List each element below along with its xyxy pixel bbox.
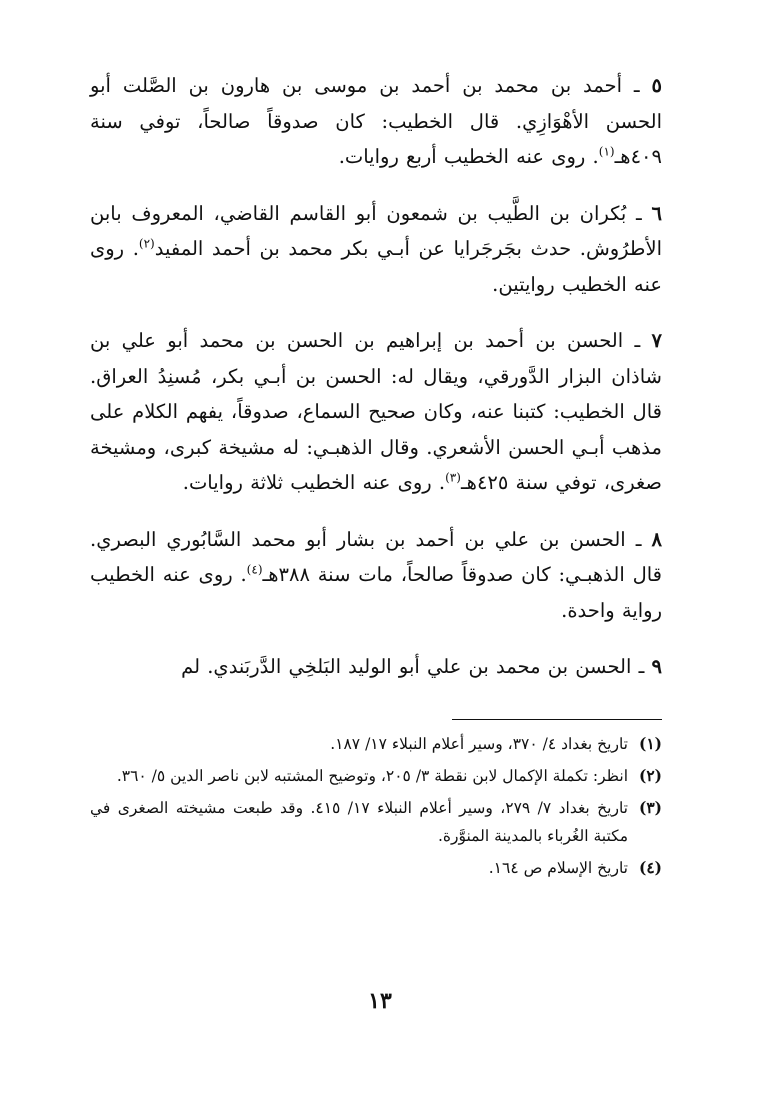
biography-entries xyxy=(90,68,662,685)
entry-text-continued: . روى عنه الخطيب أربع روايات. xyxy=(338,145,599,168)
footnote-number: (٤) xyxy=(638,857,662,877)
footnote-number: (١) xyxy=(638,733,662,753)
footnote-2 xyxy=(90,762,662,790)
footnote-number: (٢) xyxy=(638,765,662,785)
footnote-text: تاريخ بغداد ٧/ ٢٧٩، وسير أعلام النبلاء ١٧/ ٤١٥. وقد طبعت مشيخته الصغرى في مكتبة الغُرباء بالمدينة المنوَّرة. xyxy=(90,798,628,845)
footnote-3 xyxy=(90,794,662,850)
footnote-reference: (١) xyxy=(598,144,615,159)
biography-entry-9 xyxy=(90,649,662,685)
entry-number: ٧ xyxy=(651,329,662,352)
entry-number: ٨ xyxy=(651,527,662,551)
entry-text-continued: . روى عنه الخطيب روايتين. xyxy=(90,237,662,296)
entry-text: ـ الحسن بن علي بن أحمد بن بشار أبو محمد السَّابُوري البصري. قال الذهبـي: كان صدوقاً صالحاً، مات سنة ٣٨٨هـ xyxy=(90,527,662,586)
footnote-text: انظر: تكملة الإكمال لابن نقطة ٣/ ٢٠٥، وتوضيح المشتبه لابن ناصر الدين ٥/ ٣٦٠. xyxy=(116,766,628,785)
biography-entry-7 xyxy=(90,323,662,501)
entry-number: ٥ xyxy=(651,74,662,97)
entry-text: ـ الحسن بن محمد بن علي أبو الوليد البَلخِي الدَّربَندي. لم xyxy=(181,655,652,678)
entry-text: ـ بُكران بن الطَّيب بن شمعون أبو القاسم القاضي، المعروف بابن الأطرُوش. حدث بجَرجَرايا عن أبـي بكر محمد بن أحمد المفيد xyxy=(90,201,662,260)
footnote-reference: (٣) xyxy=(445,470,461,485)
biography-entry-8 xyxy=(90,522,662,629)
entry-text: ـ أحمد بن محمد بن أحمد بن موسى بن هارون بن الصَّلت أبو الحسن الأهْوَازِي. قال الخطيب: كان صدوقاً صالحاً، توفي سنة ٤٠٩هـ xyxy=(90,74,662,168)
page-number: ١٣ xyxy=(368,988,392,1014)
footnote-4 xyxy=(90,854,662,882)
footnote-text: تاريخ الإسلام ص ١٦٤. xyxy=(488,858,628,877)
footnote-1 xyxy=(90,730,662,758)
biography-entry-5 xyxy=(90,68,662,175)
entry-text: ـ الحسن بن أحمد بن إبراهيم بن الحسن بن محمد أبو علي بن شاذان البزار الدَّورقي، ويقال له: الحسن بن أبـي بكر، مُسنِدُ العراق. قال الخطيب: كتبنا عنه، وكان صحيح السماع، صدوقاً، يفهم الكلام على مذهب أبـي الحسن الأشعري. وقال الذهبـي: له مشيخة كبرى، ومشيخة صغرى، توفي سنة ٤٢٥هـ xyxy=(90,329,662,494)
biography-entry-6 xyxy=(90,196,662,303)
entry-text-continued: . روى عنه الخطيب ثلاثة روايات. xyxy=(182,471,446,494)
footnotes xyxy=(90,730,662,882)
footnote-text: تاريخ بغداد ٤/ ٣٧٠، وسير أعلام النبلاء ١٧/ ١٨٧. xyxy=(330,734,628,753)
entry-text-continued: . روى عنه الخطيب رواية واحدة. xyxy=(90,563,662,622)
footnote-divider xyxy=(452,719,662,720)
footnote-reference: (٢) xyxy=(138,236,155,251)
footnote-number: (٣) xyxy=(638,797,662,817)
entry-number: ٦ xyxy=(651,201,662,225)
entry-number: ٩ xyxy=(651,655,662,678)
footnote-reference: (٤) xyxy=(246,562,263,577)
